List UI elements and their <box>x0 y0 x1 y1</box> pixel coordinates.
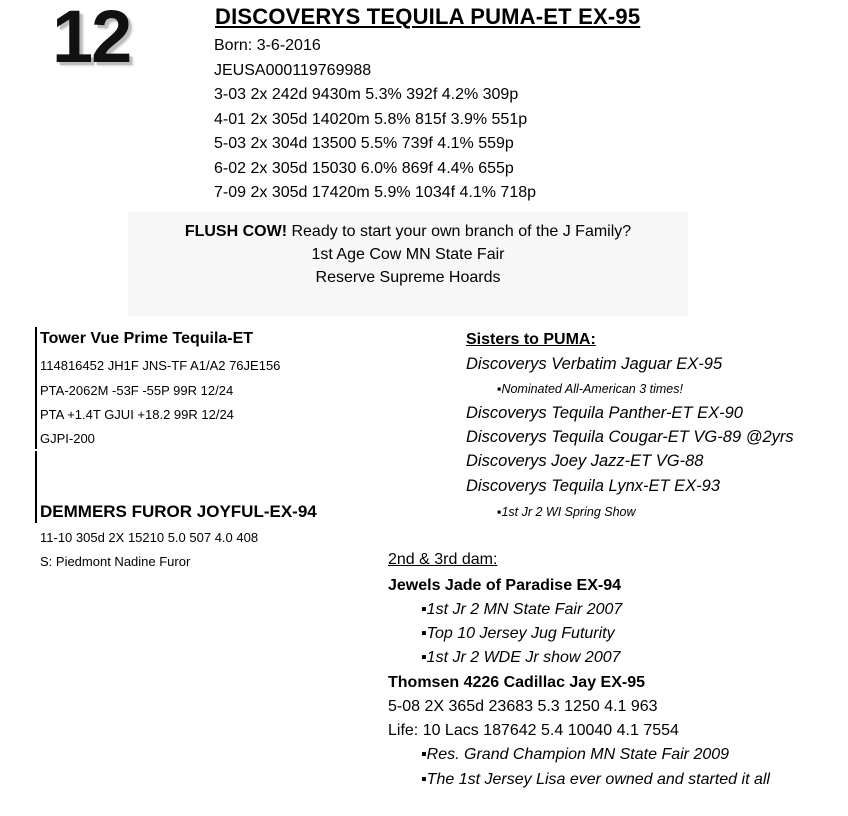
dam-bracket-line <box>35 451 37 523</box>
flush-text: Ready to start your own branch of the J Family? <box>287 223 632 240</box>
bullet-icon: ▪ <box>421 771 427 788</box>
third-dam-name: Thomsen 4226 Cadillac Jay EX-95 <box>388 674 646 691</box>
dam-sire: S: Piedmont Nadine Furor <box>40 554 191 569</box>
production-record: 5-03 2x 304d 13500 5.5% 739f 4.1% 559p <box>214 135 514 152</box>
sire-name: Tower Vue Prime Tequila-ET <box>40 330 254 347</box>
second-dam-name: Jewels Jade of Paradise EX-94 <box>388 577 622 594</box>
third-dam-note: ▪The 1st Jersey Lisa ever owned and started it all <box>421 771 770 788</box>
birth-date: Born: 3-6-2016 <box>214 37 321 54</box>
registration-number: JEUSA000119769988 <box>214 62 372 79</box>
bullet-icon: ▪ <box>497 382 502 396</box>
production-record: 4-01 2x 305d 14020m 5.8% 815f 3.9% 551p <box>214 111 528 128</box>
bullet-icon: ▪ <box>497 505 502 519</box>
flush-label: FLUSH COW! <box>184 223 288 240</box>
promo-box <box>128 212 688 316</box>
dam-name: DEMMERS FUROR JOYFUL-EX-94 <box>40 502 317 521</box>
sister-name: Discoverys Tequila Panther-ET EX-90 <box>466 404 743 422</box>
promo-line-award: Reserve Supreme Hoards <box>315 269 501 286</box>
bullet-icon: ▪ <box>421 601 427 618</box>
dams-heading: 2nd & 3rd dam: <box>388 551 498 568</box>
sister-name: Discoverys Verbatim Jaguar EX-95 <box>466 355 723 373</box>
sister-note: ▪1st Jr 2 WI Spring Show <box>497 505 636 519</box>
sister-name: Discoverys Tequila Lynx-ET EX-93 <box>466 477 721 495</box>
production-record: 6-02 2x 305d 15030 6.0% 869f 4.4% 655p <box>214 160 514 177</box>
third-dam-lifetime: Life: 10 Lacs 187642 5.4 10040 4.1 7554 <box>388 722 679 739</box>
cow-name: DISCOVERYS TEQUILA PUMA-ET EX-95 <box>215 4 641 29</box>
sire-info-line: PTA-2062M -53F -55P 99R 12/24 <box>40 383 234 398</box>
second-dam-note: ▪1st Jr 2 WDE Jr show 2007 <box>421 649 621 666</box>
promo-line-flush <box>128 212 688 243</box>
second-dam-note: ▪Top 10 Jersey Jug Futurity <box>421 625 615 642</box>
dam-record: 11-10 305d 2X 15210 5.0 507 4.0 408 <box>40 530 259 545</box>
sister-name: Discoverys Joey Jazz-ET VG-88 <box>466 452 704 470</box>
promo-line-award: 1st Age Cow MN State Fair <box>311 246 505 263</box>
sire-info-line: PTA +1.4T GJUI +18.2 99R 12/24 <box>40 407 234 422</box>
bullet-icon: ▪ <box>421 649 427 666</box>
sisters-heading: Sisters to PUMA: <box>466 331 596 348</box>
lot-number: 12 <box>52 0 131 78</box>
third-dam-record: 5-08 2X 365d 23683 5.3 1250 4.1 963 <box>388 698 658 715</box>
bullet-icon: ▪ <box>421 746 427 763</box>
second-dam-note: ▪1st Jr 2 MN State Fair 2007 <box>421 601 623 618</box>
sire-info-line: GJPI-200 <box>40 431 95 446</box>
production-record: 3-03 2x 242d 9430m 5.3% 392f 4.2% 309p <box>214 86 519 103</box>
sire-bracket-line <box>35 327 37 449</box>
bullet-icon: ▪ <box>421 625 427 642</box>
production-record: 7-09 2x 305d 17420m 5.9% 1034f 4.1% 718p <box>214 184 537 201</box>
sister-note: ▪Nominated All-American 3 times! <box>497 382 683 396</box>
sire-info-line: 114816452 JH1F JNS-TF A1/A2 76JE156 <box>40 358 281 373</box>
third-dam-note: ▪Res. Grand Champion MN State Fair 2009 <box>421 746 730 763</box>
sister-name: Discoverys Tequila Cougar-ET VG-89 @2yrs <box>466 428 794 446</box>
